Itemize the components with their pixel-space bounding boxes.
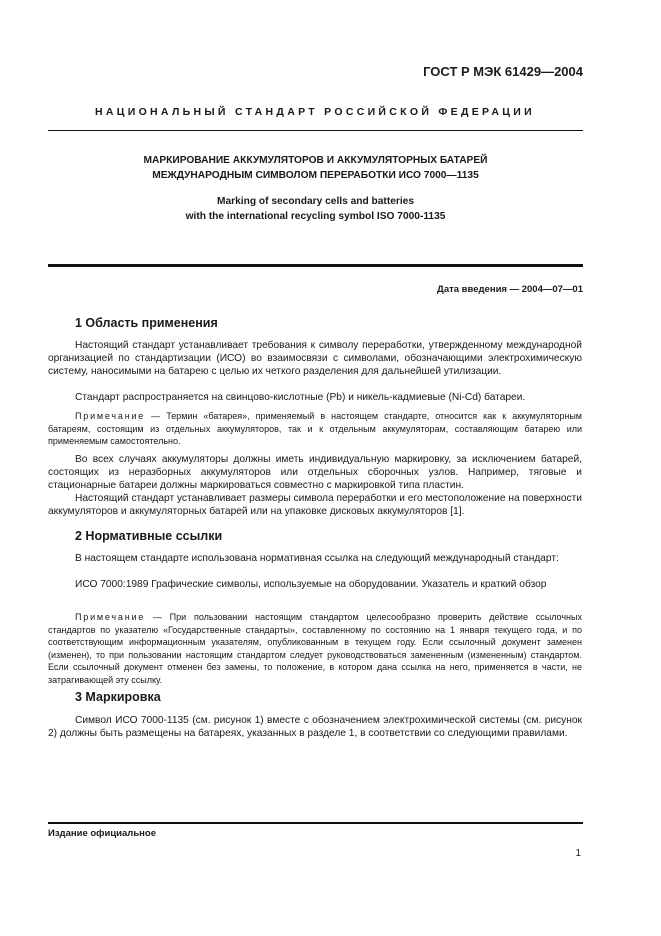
section-1-paragraph-2: Стандарт распространяется на свинцово-кислотные (Pb) и никель-кадмиевые (Ni-Cd) батареи.	[75, 392, 526, 403]
header-rule	[48, 130, 583, 131]
title-ru-line1: МАРКИРОВАНИЕ АККУМУЛЯТОРОВ И АККУМУЛЯТОРНЫХ БАТАРЕЙ	[143, 155, 488, 166]
section-2-paragraph-1: В настоящем стандарте использована нормативная ссылка на следующий международный стандарт:	[75, 553, 559, 564]
section-1-paragraph-4: Настоящий стандарт устанавливает размеры символа переработки и его местоположение на поверхности аккумуляторов и аккумуляторных батарей или на упаковке дисковых аккумуляторов [1].	[48, 493, 582, 517]
note-label: Примечание	[75, 612, 146, 622]
official-edition-label: Издание официальное	[48, 828, 156, 839]
page-number: 1	[575, 848, 581, 859]
title-english	[48, 194, 583, 224]
section-1-paragraph-1: Настоящий стандарт устанавливает требования к символу переработки, утвержденному международной организацией по стандартизации (ИСО) во взаимосвязи с символами, обозначающими электрохимическую систему, наносимыми на батарею с целью их четкого разделения для дальнейшей утилизации.	[48, 340, 582, 377]
introduction-date: Дата введения — 2004—07—01	[437, 284, 583, 295]
standard-code: ГОСТ Р МЭК 61429—2004	[423, 64, 583, 79]
section-3-paragraph-1: Символ ИСО 7000-1135 (см. рисунок 1) вместе с обозначением электрохимической системы (см. рисунок 2) должны быть размещены на батареях, указанных в разделе 1, в соответствии со следующими правилами.	[48, 715, 582, 739]
section-2-note	[48, 611, 582, 686]
title-ru-line2: МЕЖДУНАРОДНЫМ СИМВОЛОМ ПЕРЕРАБОТКИ ИСО 7000—1135	[152, 170, 479, 181]
title-rule	[48, 264, 583, 267]
title-en-line1: Marking of secondary cells and batteries	[216, 196, 415, 207]
footer-rule	[48, 822, 583, 824]
section-2-heading: 2 Нормативные ссылки	[75, 529, 223, 543]
section-3-heading: 3 Маркировка	[75, 690, 161, 704]
note-text: — При пользовании настоящим стандартом целесообразно проверить действие ссылочных стандартов по указателю «Государственные стандарты», составленному по состоянию на 1 января текущего года, и по соответствующим информационным указателям, опубликованным в текущем году. Если ссылочный документ заменен (изменен), то при пользовании настоящим стандартом следует руководствоваться замененным (измененным) стандартом. Если ссылочный документ отменен без замены, то положение, в котором дана ссылка на него, применяется в части, не затрагивающей эту ссылку.	[48, 612, 582, 685]
section-2-paragraph-2: ИСО 7000:1989 Графические символы, используемые на оборудовании. Указатель и краткий обзор	[75, 579, 547, 590]
section-1-paragraph-3: Во всех случаях аккумуляторы должны иметь индивидуальную маркировку, за исключением батарей, состоящих из неразборных аккумуляторов или отдельных сборочных узлов. Например, тяговые и стационарные батареи должны маркироваться совместно с маркировкой типа пластин.	[48, 454, 582, 491]
note-text: — Термин «батарея», применяемый в настоящем стандарте, относится как к аккумуляторным батареям, состоящим из отдельных аккумуляторов, так и к отдельным аккумуляторам, составляющим батарею или применяемым самостоятельно.	[48, 411, 582, 446]
section-1-heading: 1 Область применения	[75, 316, 218, 330]
section-1-note	[48, 410, 582, 448]
note-label: Примечание	[75, 411, 146, 421]
title-en-line2: with the international recycling symbol ISO 7000-1135	[185, 211, 446, 222]
national-standard-label: НАЦИОНАЛЬНЫЙ СТАНДАРТ РОССИЙСКОЙ ФЕДЕРАЦИИ	[95, 106, 535, 118]
title-russian	[48, 153, 583, 183]
